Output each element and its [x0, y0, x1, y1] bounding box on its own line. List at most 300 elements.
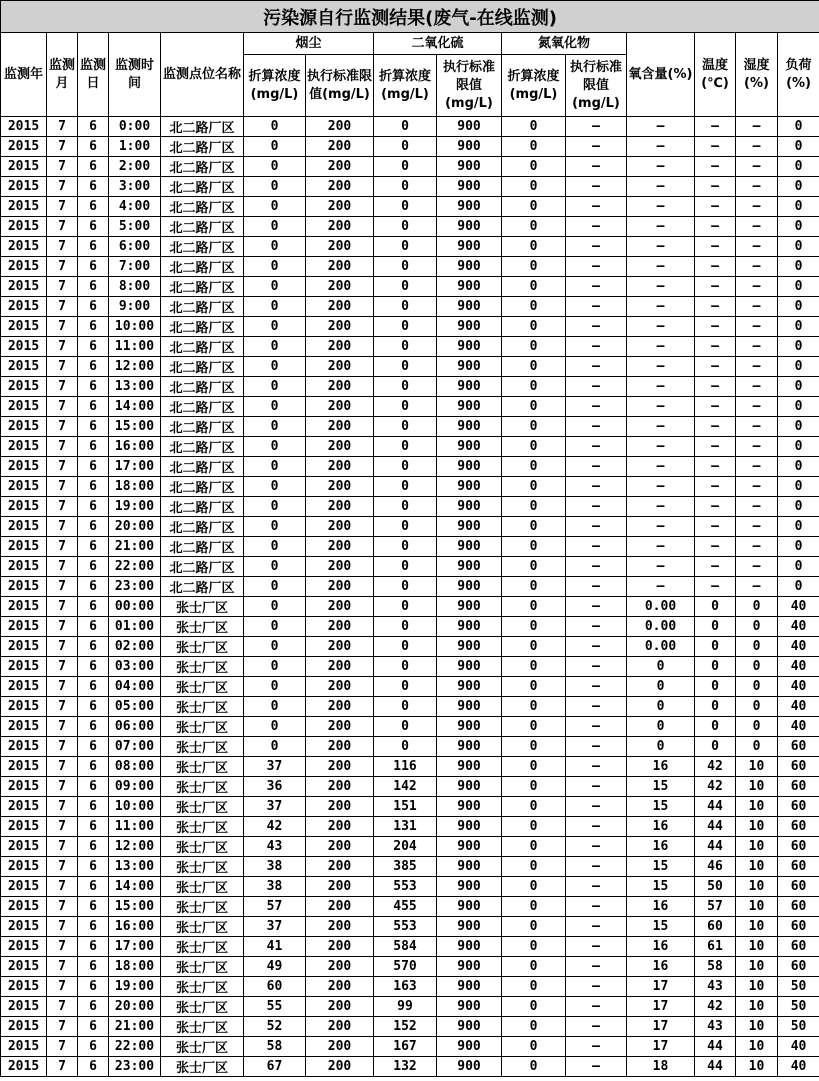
cell-time: 12:00: [109, 357, 161, 377]
cell-dust-limit: 200: [306, 697, 374, 717]
cell-dust-concentration: 0: [244, 177, 306, 197]
cell-temperature: –: [695, 377, 736, 397]
cell-location: 北二路厂区: [161, 197, 244, 217]
cell-humidity: –: [736, 397, 778, 417]
cell-month: 7: [47, 217, 78, 237]
cell-temperature: 42: [695, 757, 736, 777]
cell-temperature: 0: [695, 597, 736, 617]
cell-so2-concentration: 584: [374, 937, 437, 957]
cell-dust-concentration: 0: [244, 677, 306, 697]
cell-nox-concentration: 0: [502, 457, 566, 477]
cell-nox-concentration: 0: [502, 297, 566, 317]
table-row: [1, 397, 819, 417]
cell-humidity: –: [736, 237, 778, 257]
cell-day: 6: [78, 697, 109, 717]
cell-humidity: 0: [736, 617, 778, 637]
cell-so2-limit: 900: [437, 977, 502, 997]
cell-nox-limit: –: [566, 617, 627, 637]
cell-load: 60: [778, 737, 819, 757]
cell-humidity: 0: [736, 637, 778, 657]
cell-load: 0: [778, 557, 819, 577]
cell-oxygen: 16: [627, 957, 695, 977]
cell-nox-concentration: 0: [502, 1017, 566, 1037]
cell-so2-limit: 900: [437, 137, 502, 157]
cell-oxygen: 17: [627, 977, 695, 997]
cell-temperature: –: [695, 397, 736, 417]
cell-load: 0: [778, 137, 819, 157]
cell-oxygen: –: [627, 437, 695, 457]
cell-dust-limit: 200: [306, 557, 374, 577]
cell-temperature: 61: [695, 937, 736, 957]
cell-nox-concentration: 0: [502, 1057, 566, 1077]
cell-time: 10:00: [109, 317, 161, 337]
cell-so2-concentration: 163: [374, 977, 437, 997]
cell-so2-concentration: 0: [374, 677, 437, 697]
cell-so2-limit: 900: [437, 697, 502, 717]
cell-nox-concentration: 0: [502, 817, 566, 837]
cell-month: 7: [47, 277, 78, 297]
cell-oxygen: 15: [627, 857, 695, 877]
cell-nox-concentration: 0: [502, 277, 566, 297]
cell-location: 北二路厂区: [161, 477, 244, 497]
cell-day: 6: [78, 337, 109, 357]
cell-temperature: –: [695, 117, 736, 137]
cell-day: 6: [78, 277, 109, 297]
table-row: [1, 1037, 819, 1057]
cell-month: 7: [47, 797, 78, 817]
cell-month: 7: [47, 357, 78, 377]
table-row: [1, 697, 819, 717]
cell-oxygen: 16: [627, 897, 695, 917]
cell-month: 7: [47, 837, 78, 857]
cell-dust-limit: 200: [306, 137, 374, 157]
cell-so2-limit: 900: [437, 457, 502, 477]
cell-year: 2015: [1, 957, 47, 977]
cell-dust-concentration: 0: [244, 497, 306, 517]
table-row: [1, 737, 819, 757]
cell-humidity: –: [736, 437, 778, 457]
cell-temperature: –: [695, 237, 736, 257]
cell-dust-limit: 200: [306, 357, 374, 377]
cell-month: 7: [47, 757, 78, 777]
cell-nox-limit: –: [566, 657, 627, 677]
cell-nox-limit: –: [566, 597, 627, 617]
cell-temperature: –: [695, 437, 736, 457]
cell-so2-limit: 900: [437, 397, 502, 417]
cell-dust-concentration: 0: [244, 697, 306, 717]
cell-location: 北二路厂区: [161, 397, 244, 417]
cell-dust-concentration: 0: [244, 617, 306, 637]
cell-so2-limit: 900: [437, 877, 502, 897]
cell-month: 7: [47, 477, 78, 497]
cell-so2-concentration: 0: [374, 717, 437, 737]
cell-nox-limit: –: [566, 877, 627, 897]
cell-location: 张士厂区: [161, 897, 244, 917]
cell-day: 6: [78, 237, 109, 257]
cell-year: 2015: [1, 717, 47, 737]
cell-oxygen: –: [627, 517, 695, 537]
cell-day: 6: [78, 437, 109, 457]
cell-nox-limit: –: [566, 957, 627, 977]
cell-nox-concentration: 0: [502, 697, 566, 717]
cell-oxygen: –: [627, 317, 695, 337]
cell-dust-concentration: 0: [244, 357, 306, 377]
cell-day: 6: [78, 157, 109, 177]
cell-so2-limit: 900: [437, 897, 502, 917]
cell-humidity: –: [736, 457, 778, 477]
table-row: [1, 337, 819, 357]
cell-time: 4:00: [109, 197, 161, 217]
cell-location: 张士厂区: [161, 777, 244, 797]
cell-so2-concentration: 455: [374, 897, 437, 917]
cell-time: 15:00: [109, 417, 161, 437]
cell-temperature: 58: [695, 957, 736, 977]
cell-humidity: –: [736, 117, 778, 137]
cell-year: 2015: [1, 1037, 47, 1057]
cell-temperature: 0: [695, 617, 736, 637]
cell-dust-limit: 200: [306, 737, 374, 757]
cell-humidity: –: [736, 157, 778, 177]
cell-year: 2015: [1, 397, 47, 417]
cell-so2-limit: 900: [437, 797, 502, 817]
cell-nox-limit: –: [566, 137, 627, 157]
cell-temperature: 44: [695, 837, 736, 857]
cell-location: 张士厂区: [161, 837, 244, 857]
cell-time: 21:00: [109, 537, 161, 557]
cell-month: 7: [47, 457, 78, 477]
cell-oxygen: –: [627, 557, 695, 577]
cell-so2-limit: 900: [437, 1037, 502, 1057]
cell-nox-limit: –: [566, 257, 627, 277]
cell-time: 7:00: [109, 257, 161, 277]
cell-location: 张士厂区: [161, 1037, 244, 1057]
cell-dust-concentration: 58: [244, 1037, 306, 1057]
cell-oxygen: –: [627, 337, 695, 357]
cell-month: 7: [47, 597, 78, 617]
cell-year: 2015: [1, 637, 47, 657]
cell-year: 2015: [1, 997, 47, 1017]
cell-nox-concentration: 0: [502, 797, 566, 817]
cell-time: 19:00: [109, 977, 161, 997]
cell-so2-limit: 900: [437, 637, 502, 657]
cell-nox-concentration: 0: [502, 137, 566, 157]
cell-temperature: 0: [695, 657, 736, 677]
cell-temperature: –: [695, 277, 736, 297]
cell-oxygen: –: [627, 457, 695, 477]
cell-day: 6: [78, 517, 109, 537]
cell-location: 张士厂区: [161, 1017, 244, 1037]
cell-so2-limit: 900: [437, 617, 502, 637]
cell-humidity: –: [736, 357, 778, 377]
table-row: [1, 677, 819, 697]
cell-oxygen: 16: [627, 837, 695, 857]
table-row: [1, 817, 819, 837]
cell-dust-concentration: 42: [244, 817, 306, 837]
cell-day: 6: [78, 857, 109, 877]
cell-location: 张士厂区: [161, 757, 244, 777]
cell-humidity: –: [736, 177, 778, 197]
cell-so2-limit: 900: [437, 237, 502, 257]
cell-humidity: 10: [736, 997, 778, 1017]
cell-day: 6: [78, 757, 109, 777]
cell-time: 00:00: [109, 597, 161, 617]
cell-year: 2015: [1, 877, 47, 897]
cell-so2-concentration: 0: [374, 437, 437, 457]
cell-year: 2015: [1, 777, 47, 797]
cell-humidity: –: [736, 217, 778, 237]
cell-load: 60: [778, 877, 819, 897]
cell-so2-concentration: 0: [374, 657, 437, 677]
cell-temperature: –: [695, 297, 736, 317]
cell-day: 6: [78, 537, 109, 557]
cell-nox-concentration: 0: [502, 657, 566, 677]
cell-dust-limit: 200: [306, 817, 374, 837]
cell-load: 40: [778, 617, 819, 637]
cell-so2-concentration: 0: [374, 357, 437, 377]
cell-location: 北二路厂区: [161, 277, 244, 297]
cell-so2-concentration: 0: [374, 257, 437, 277]
cell-day: 6: [78, 957, 109, 977]
cell-nox-limit: –: [566, 697, 627, 717]
cell-nox-limit: –: [566, 857, 627, 877]
cell-nox-concentration: 0: [502, 237, 566, 257]
table-row: [1, 957, 819, 977]
cell-dust-concentration: 0: [244, 477, 306, 497]
header-load: 负荷(%): [778, 33, 819, 117]
cell-nox-concentration: 0: [502, 577, 566, 597]
cell-location: 北二路厂区: [161, 537, 244, 557]
cell-load: 0: [778, 497, 819, 517]
cell-month: 7: [47, 637, 78, 657]
cell-so2-limit: 900: [437, 117, 502, 137]
cell-time: 14:00: [109, 877, 161, 897]
cell-oxygen: 0: [627, 717, 695, 737]
cell-temperature: –: [695, 457, 736, 477]
cell-day: 6: [78, 1037, 109, 1057]
cell-humidity: –: [736, 477, 778, 497]
cell-load: 40: [778, 677, 819, 697]
cell-time: 2:00: [109, 157, 161, 177]
cell-so2-concentration: 131: [374, 817, 437, 837]
cell-nox-concentration: 0: [502, 757, 566, 777]
cell-temperature: 44: [695, 797, 736, 817]
cell-month: 7: [47, 857, 78, 877]
cell-dust-limit: 200: [306, 597, 374, 617]
cell-location: 北二路厂区: [161, 297, 244, 317]
cell-humidity: 10: [736, 1017, 778, 1037]
cell-day: 6: [78, 397, 109, 417]
cell-nox-concentration: 0: [502, 117, 566, 137]
cell-location: 张士厂区: [161, 657, 244, 677]
cell-load: 40: [778, 597, 819, 617]
cell-location: 张士厂区: [161, 717, 244, 737]
cell-so2-limit: 900: [437, 597, 502, 617]
cell-dust-concentration: 0: [244, 217, 306, 237]
cell-day: 6: [78, 797, 109, 817]
cell-oxygen: 17: [627, 997, 695, 1017]
cell-day: 6: [78, 217, 109, 237]
cell-humidity: –: [736, 377, 778, 397]
cell-load: 0: [778, 157, 819, 177]
cell-nox-concentration: 0: [502, 337, 566, 357]
table-row: [1, 277, 819, 297]
cell-month: 7: [47, 817, 78, 837]
cell-so2-limit: 900: [437, 757, 502, 777]
cell-temperature: 42: [695, 997, 736, 1017]
cell-nox-limit: –: [566, 457, 627, 477]
cell-nox-limit: –: [566, 297, 627, 317]
table-row: [1, 297, 819, 317]
cell-temperature: –: [695, 337, 736, 357]
cell-time: 19:00: [109, 497, 161, 517]
cell-location: 北二路厂区: [161, 417, 244, 437]
cell-dust-concentration: 37: [244, 917, 306, 937]
header-dust: 烟尘: [244, 33, 374, 55]
cell-nox-limit: –: [566, 1017, 627, 1037]
cell-month: 7: [47, 777, 78, 797]
header-oxygen: 氧含量(%): [627, 33, 695, 117]
cell-month: 7: [47, 897, 78, 917]
cell-temperature: –: [695, 577, 736, 597]
cell-dust-concentration: 41: [244, 937, 306, 957]
cell-dust-concentration: 0: [244, 117, 306, 137]
cell-day: 6: [78, 457, 109, 477]
table-row: [1, 917, 819, 937]
cell-oxygen: 16: [627, 817, 695, 837]
cell-oxygen: 17: [627, 1037, 695, 1057]
table-row: [1, 377, 819, 397]
cell-dust-limit: 200: [306, 537, 374, 557]
cell-oxygen: –: [627, 497, 695, 517]
cell-year: 2015: [1, 417, 47, 437]
cell-dust-concentration: 0: [244, 377, 306, 397]
header-nox: 氮氧化物: [502, 33, 627, 55]
cell-nox-concentration: 0: [502, 937, 566, 957]
cell-dust-concentration: 0: [244, 197, 306, 217]
cell-humidity: –: [736, 197, 778, 217]
cell-load: 40: [778, 1037, 819, 1057]
cell-nox-limit: –: [566, 437, 627, 457]
cell-load: 0: [778, 277, 819, 297]
cell-year: 2015: [1, 257, 47, 277]
cell-oxygen: –: [627, 137, 695, 157]
cell-dust-limit: 200: [306, 957, 374, 977]
table-row: [1, 717, 819, 737]
cell-month: 7: [47, 917, 78, 937]
cell-year: 2015: [1, 217, 47, 237]
cell-year: 2015: [1, 337, 47, 357]
table-row: [1, 237, 819, 257]
cell-so2-concentration: 0: [374, 557, 437, 577]
cell-dust-limit: 200: [306, 177, 374, 197]
cell-temperature: –: [695, 537, 736, 557]
cell-year: 2015: [1, 837, 47, 857]
cell-dust-concentration: 55: [244, 997, 306, 1017]
cell-so2-concentration: 151: [374, 797, 437, 817]
cell-humidity: 10: [736, 817, 778, 837]
cell-so2-limit: 900: [437, 317, 502, 337]
cell-temperature: 50: [695, 877, 736, 897]
cell-month: 7: [47, 997, 78, 1017]
cell-dust-concentration: 38: [244, 857, 306, 877]
cell-load: 0: [778, 457, 819, 477]
cell-oxygen: 0: [627, 737, 695, 757]
cell-location: 张士厂区: [161, 597, 244, 617]
cell-day: 6: [78, 597, 109, 617]
cell-time: 8:00: [109, 277, 161, 297]
header-temperature: 温度(℃): [695, 33, 736, 117]
cell-load: 60: [778, 917, 819, 937]
cell-dust-limit: 200: [306, 917, 374, 937]
cell-location: 北二路厂区: [161, 437, 244, 457]
table-row: [1, 937, 819, 957]
cell-humidity: 10: [736, 857, 778, 877]
cell-year: 2015: [1, 177, 47, 197]
cell-humidity: 10: [736, 917, 778, 937]
cell-load: 60: [778, 897, 819, 917]
cell-nox-concentration: 0: [502, 877, 566, 897]
cell-load: 0: [778, 477, 819, 497]
cell-nox-concentration: 0: [502, 777, 566, 797]
cell-dust-concentration: 52: [244, 1017, 306, 1037]
cell-nox-concentration: 0: [502, 737, 566, 757]
cell-year: 2015: [1, 457, 47, 477]
cell-so2-concentration: 0: [374, 197, 437, 217]
cell-day: 6: [78, 297, 109, 317]
cell-so2-limit: 900: [437, 817, 502, 837]
header-so2: 二氧化硫: [374, 33, 502, 55]
cell-humidity: 10: [736, 977, 778, 997]
table-row: [1, 1017, 819, 1037]
table-row: [1, 217, 819, 237]
cell-so2-limit: 900: [437, 1057, 502, 1077]
cell-nox-concentration: 0: [502, 497, 566, 517]
cell-day: 6: [78, 377, 109, 397]
cell-load: 40: [778, 1057, 819, 1077]
cell-location: 张士厂区: [161, 697, 244, 717]
cell-year: 2015: [1, 977, 47, 997]
cell-nox-concentration: 0: [502, 257, 566, 277]
cell-day: 6: [78, 577, 109, 597]
cell-oxygen: 15: [627, 877, 695, 897]
header-year: 监测年: [1, 33, 47, 117]
cell-month: 7: [47, 257, 78, 277]
cell-so2-limit: 900: [437, 1017, 502, 1037]
cell-year: 2015: [1, 1057, 47, 1077]
cell-so2-limit: 900: [437, 357, 502, 377]
cell-dust-concentration: 38: [244, 877, 306, 897]
cell-dust-limit: 200: [306, 977, 374, 997]
cell-nox-limit: –: [566, 377, 627, 397]
table-row: [1, 417, 819, 437]
cell-dust-limit: 200: [306, 197, 374, 217]
cell-dust-limit: 200: [306, 797, 374, 817]
cell-dust-concentration: 0: [244, 537, 306, 557]
cell-dust-concentration: 0: [244, 597, 306, 617]
cell-dust-concentration: 0: [244, 257, 306, 277]
cell-oxygen: 16: [627, 937, 695, 957]
cell-nox-concentration: 0: [502, 197, 566, 217]
cell-humidity: 10: [736, 837, 778, 857]
cell-year: 2015: [1, 317, 47, 337]
cell-day: 6: [78, 557, 109, 577]
table-row: [1, 997, 819, 1017]
cell-nox-concentration: 0: [502, 377, 566, 397]
cell-so2-concentration: 0: [374, 137, 437, 157]
cell-time: 11:00: [109, 337, 161, 357]
cell-oxygen: 18: [627, 1057, 695, 1077]
cell-year: 2015: [1, 117, 47, 137]
